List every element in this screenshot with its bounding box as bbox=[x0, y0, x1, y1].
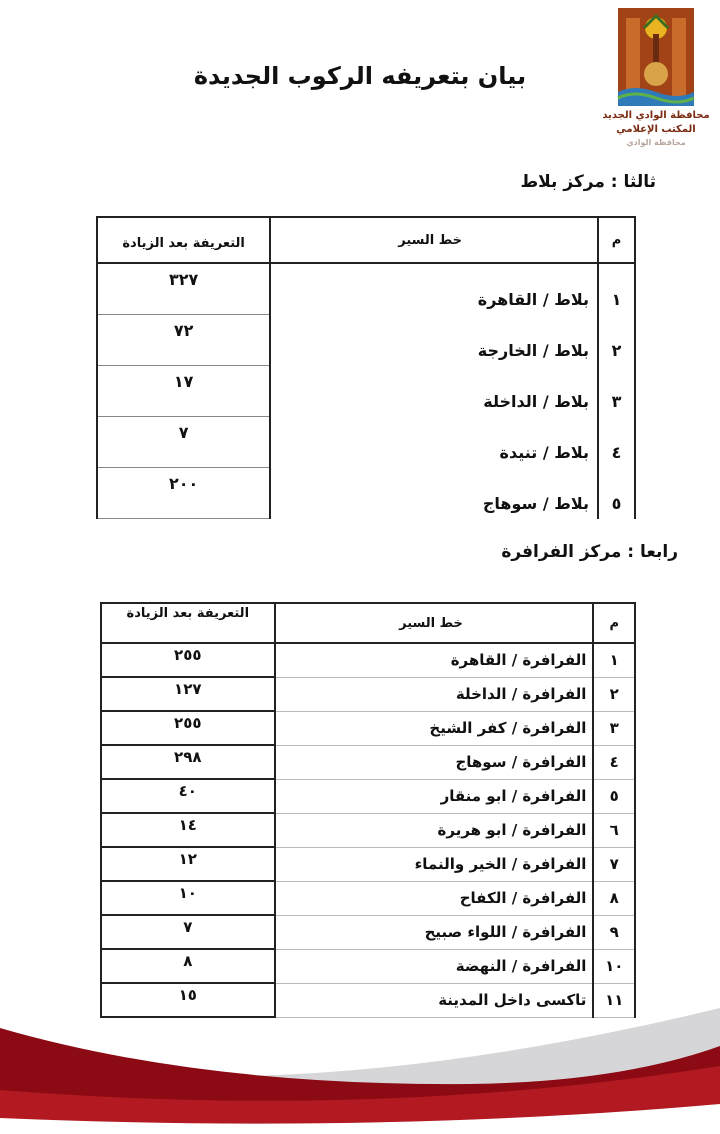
table-header-row bbox=[101, 603, 635, 643]
row-num: ١ bbox=[598, 263, 635, 315]
row-fare: ١٠ bbox=[101, 881, 275, 915]
row-fare: ١٧ bbox=[97, 366, 270, 417]
row-num: ٢ bbox=[593, 677, 635, 711]
table-row bbox=[97, 366, 635, 417]
row-fare: ٨ bbox=[101, 949, 275, 983]
table-row bbox=[97, 315, 635, 366]
header-num: م bbox=[593, 603, 635, 643]
row-route: الفرافرة / النهضة bbox=[275, 949, 594, 983]
row-num: ٦ bbox=[593, 813, 635, 847]
page-title: بيان بتعريفه الركوب الجديدة bbox=[193, 62, 527, 90]
row-fare: ٢٠٠ bbox=[97, 468, 270, 519]
row-fare: ٢٩٨ bbox=[101, 745, 275, 779]
row-route: بلاط / سوهاج bbox=[270, 468, 598, 519]
table-row bbox=[97, 468, 635, 519]
row-num: ١ bbox=[593, 643, 635, 677]
row-route: الفرافرة / اللواء صبيح bbox=[275, 915, 594, 949]
table-row bbox=[97, 263, 635, 315]
row-route: الفرافرة / سوهاج bbox=[275, 745, 594, 779]
table-row bbox=[101, 643, 635, 677]
row-fare: ٧٢ bbox=[97, 315, 270, 366]
row-fare: ٧ bbox=[101, 915, 275, 949]
logo-caption-line3: ﻣﺤﺎﻓﻈﺔ ﺍﻟﻮﺍﺩﻱ bbox=[626, 138, 686, 147]
row-fare: ١٤ bbox=[101, 813, 275, 847]
table-row bbox=[101, 813, 635, 847]
header-fare: التعريفة بعد الزيادة bbox=[101, 603, 275, 643]
row-route: بلاط / الخارجة bbox=[270, 315, 598, 366]
row-fare: ٢٥٥ bbox=[101, 711, 275, 745]
row-num: ٤ bbox=[598, 417, 635, 468]
row-route: الفرافرة / الداخلة bbox=[275, 677, 594, 711]
decorative-swoosh bbox=[0, 1000, 720, 1134]
row-num: ٣ bbox=[598, 366, 635, 417]
table-row bbox=[97, 417, 635, 468]
row-route: تاكسى داخل المدينة bbox=[275, 983, 594, 1017]
header-route: خط السير bbox=[270, 217, 598, 263]
row-num: ٧ bbox=[593, 847, 635, 881]
logo-caption-line1: محافظة الوادي الجديد bbox=[602, 110, 710, 121]
row-route: بلاط / تنيدة bbox=[270, 417, 598, 468]
row-route: الفرافرة / كفر الشيخ bbox=[275, 711, 594, 745]
row-fare: ١٥ bbox=[101, 983, 275, 1017]
table-row bbox=[101, 915, 635, 949]
row-route: بلاط / الداخلة bbox=[270, 366, 598, 417]
table-row bbox=[101, 745, 635, 779]
row-num: ٥ bbox=[593, 779, 635, 813]
fare-table-farafra bbox=[100, 602, 636, 1018]
header-fare: التعريفة بعد الزيادة bbox=[97, 217, 270, 263]
row-fare: ٤٠ bbox=[101, 779, 275, 813]
table-header-row bbox=[97, 217, 635, 263]
row-num: ٤ bbox=[593, 745, 635, 779]
logo-caption-line2: المكتب الإعلامي bbox=[616, 124, 696, 135]
row-num: ٥ bbox=[598, 468, 635, 519]
row-num: ١١ bbox=[593, 983, 635, 1017]
row-route: الفرافرة / ابو منقار bbox=[275, 779, 594, 813]
table-row bbox=[101, 711, 635, 745]
row-route: الفرافرة / ابو هريرة bbox=[275, 813, 594, 847]
table-row bbox=[101, 677, 635, 711]
header-route: خط السير bbox=[275, 603, 594, 643]
fare-table-balat bbox=[96, 216, 636, 519]
row-fare: ١٢٧ bbox=[101, 677, 275, 711]
row-fare: ٧ bbox=[97, 417, 270, 468]
table-row bbox=[101, 847, 635, 881]
row-route: بلاط / القاهرة bbox=[270, 263, 598, 315]
row-fare: ٣٢٧ bbox=[97, 263, 270, 315]
row-fare: ١٢ bbox=[101, 847, 275, 881]
row-num: ٣ bbox=[593, 711, 635, 745]
row-num: ٩ bbox=[593, 915, 635, 949]
row-route: الفرافرة / الكفاح bbox=[275, 881, 594, 915]
row-route: الفرافرة / الخير والنماء bbox=[275, 847, 594, 881]
table-row bbox=[101, 779, 635, 813]
row-num: ١٠ bbox=[593, 949, 635, 983]
section3-heading: ثالثا : مركز بلاط bbox=[520, 172, 656, 192]
row-fare: ٢٥٥ bbox=[101, 643, 275, 677]
table-row bbox=[101, 881, 635, 915]
row-num: ٨ bbox=[593, 881, 635, 915]
header-num: م bbox=[598, 217, 635, 263]
table-row bbox=[101, 949, 635, 983]
row-route: الفرافرة / القاهرة bbox=[275, 643, 594, 677]
row-num: ٢ bbox=[598, 315, 635, 366]
section4-heading: رابعا : مركز الفرافرة bbox=[501, 542, 678, 562]
